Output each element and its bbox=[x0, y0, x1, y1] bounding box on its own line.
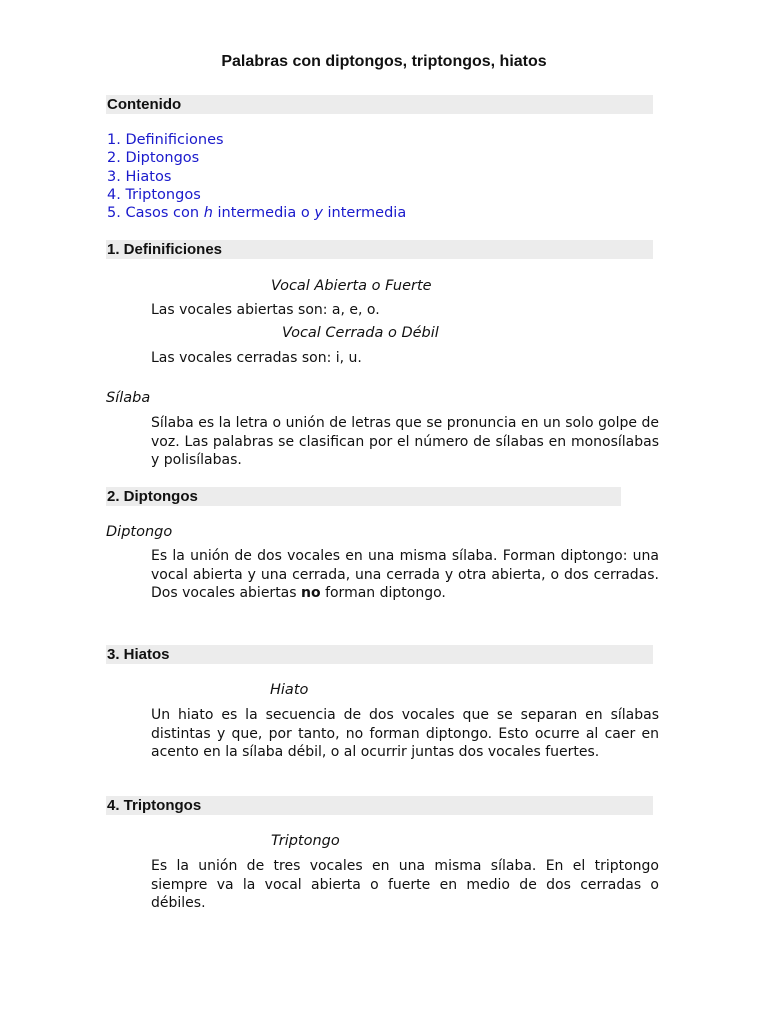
toc-item-casos[interactable] bbox=[107, 204, 406, 222]
diptongo-text-bold: no bbox=[301, 585, 321, 601]
toc-label: intermedia o bbox=[217, 205, 310, 222]
toc-number: 4. bbox=[107, 186, 121, 203]
page-title: Palabras con diptongos, triptongos, hiatos bbox=[221, 53, 547, 70]
section-heading-definiciones: 1. Definificiones bbox=[106, 240, 653, 259]
vocal-abierta-text: Las vocales abiertas son: a, e, o. bbox=[151, 302, 380, 318]
diptongo-term: Diptongo bbox=[106, 524, 173, 540]
toc-item-hiatos[interactable] bbox=[107, 168, 406, 186]
vocal-abierta-title: Vocal Abierta o Fuerte bbox=[271, 278, 432, 294]
section-heading-hiatos: 3. Hiatos bbox=[106, 645, 653, 664]
section-heading-diptongos: 2. Diptongos bbox=[106, 487, 621, 506]
toc-item-diptongos[interactable] bbox=[107, 149, 406, 167]
toc-item-triptongos[interactable] bbox=[107, 186, 406, 204]
diptongo-text bbox=[151, 547, 659, 603]
silaba-title: Sílaba bbox=[106, 390, 151, 406]
toc-label-y: y bbox=[314, 205, 323, 222]
toc-number: 3. bbox=[107, 168, 121, 185]
toc-item-definiciones[interactable] bbox=[107, 131, 406, 149]
vocal-cerrada-title: Vocal Cerrada o Débil bbox=[282, 325, 439, 341]
triptongo-term: Triptongo bbox=[271, 833, 340, 849]
toc-label: Triptongos bbox=[125, 186, 201, 203]
toc-label: Diptongos bbox=[125, 150, 200, 167]
toc-number: 2. bbox=[107, 150, 121, 167]
toc-number: 5. bbox=[107, 205, 121, 222]
diptongo-text-part: forman diptongo. bbox=[325, 585, 446, 601]
contenido-heading: Contenido bbox=[106, 95, 653, 114]
toc-label: Casos con bbox=[125, 205, 200, 222]
toc-label: intermedia bbox=[327, 205, 407, 222]
toc-label-h: h bbox=[203, 205, 213, 222]
vocal-cerrada-text: Las vocales cerradas son: i, u. bbox=[151, 350, 362, 366]
triptongo-text: Es la unión de tres vocales en una misma sílaba. En el triptongo siempre va la vocal abierta o fuerte en medio de dos cerradas o débiles. bbox=[151, 858, 659, 911]
table-of-contents bbox=[107, 131, 406, 222]
hiato-term: Hiato bbox=[270, 682, 309, 698]
hiato-text: Un hiato es la secuencia de dos vocales que se separan en sílabas distintas y que, por tanto, no forman diptongo. Esto ocurre al caer en acento en la sílaba débil, o al ocurrir juntas dos vocales fuertes. bbox=[151, 707, 659, 760]
toc-number: 1. bbox=[107, 132, 121, 148]
diptongo-text-part: Es la unión de dos vocales en una misma sílaba. Forman diptongo: una vocal abierta y una cerrada, una cerrada y otra abierta, o dos cerradas. Dos vocales abiertas bbox=[151, 548, 659, 601]
silaba-text: Sílaba es la letra o unión de letras que se pronuncia en un solo golpe de voz. Las palabras se clasifican por el número de sílabas en monosílabas y polisílabas. bbox=[151, 415, 659, 468]
toc-label: Definificiones bbox=[125, 132, 224, 148]
section-heading-triptongos: 4. Triptongos bbox=[106, 796, 653, 815]
toc-label: Hiatos bbox=[125, 168, 172, 185]
